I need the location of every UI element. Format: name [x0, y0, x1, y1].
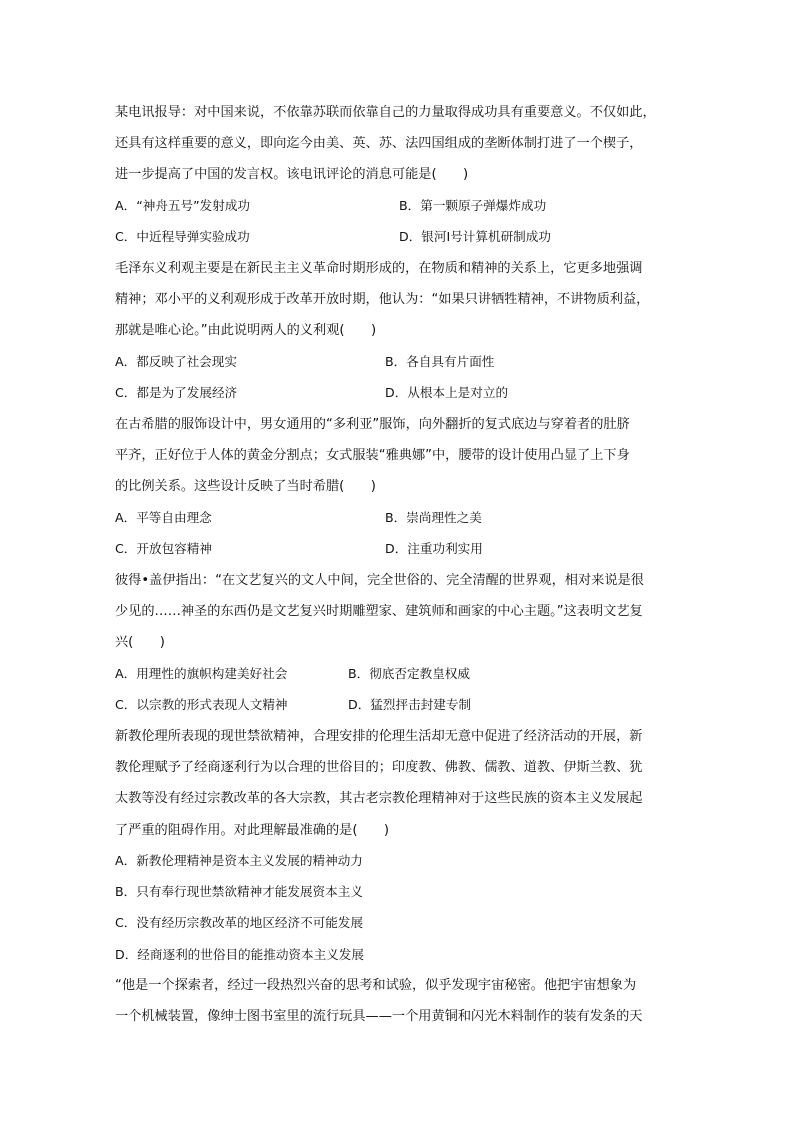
option-d: D．猛烈抨击封建专制	[348, 697, 472, 713]
question-5-options	[115, 845, 680, 970]
option-d: D．银河Ⅰ号计算机研制成功	[399, 229, 551, 245]
option-c: C．中近程导弹实验成功	[115, 229, 250, 245]
stem-line: 某电讯报导：对中国来说，不依靠苏联而依靠自己的力量取得成功具有重要意义。不仅如此，	[115, 105, 656, 120]
question-1-options	[115, 190, 680, 252]
stem-line: 进一步提高了中国的发言权。该电讯评论的消息可能是( )	[115, 167, 469, 183]
option-a: A．“神舟五号”发射成功	[115, 198, 251, 213]
option-a: A．新教伦理精神是资本主义发展的精神动力	[115, 853, 363, 868]
stem-line: 少见的……神圣的东西仍是文艺复兴时期雕塑家、建筑师和画家的中心主题。”这表明文艺复	[115, 604, 643, 620]
option-d: D．经商逐利的世俗目的能推动资本主义发展	[115, 946, 364, 962]
option-d: D．从根本上是对立的	[385, 385, 509, 401]
question-3-options	[115, 502, 680, 564]
stem-line: 平齐，正好位于人体的黄金分割点；女式服装“雅典娜”中，腰带的设计使用凸显了上下身	[115, 448, 630, 464]
question-5-stem	[115, 721, 680, 846]
option-b: B．彻底否定教皇权威	[348, 666, 470, 681]
option-b: B．各自具有片面性	[385, 354, 495, 369]
stem-line: 的比例关系。这些设计反映了当时希腊( )	[115, 479, 376, 495]
stem-line: 太教等没有经过宗教改革的各大宗教，其古老宗教伦理精神对于这些民族的资本主义发展起	[115, 791, 643, 807]
option-c: C．都是为了发展经济	[115, 385, 238, 401]
question-2-options	[115, 346, 680, 408]
stem-line: “他是一个探索者，经过一段热烈兴奋的思考和试验，似乎发现宇宙秘密。他把宇宙想象为	[115, 978, 637, 993]
option-c: C．开放包容精神	[115, 541, 212, 557]
stem-line: 那就是唯心论。”由此说明两人的义利观( )	[115, 323, 377, 339]
question-4-stem	[115, 565, 680, 659]
stem-line: 精神；邓小平的义利观形成于改革开放时期，他认为：“如果只讲牺牲精神，不讲物质利益，	[115, 292, 650, 308]
question-4-options	[115, 658, 680, 720]
stem-line: 兴( )	[115, 635, 165, 651]
question-3-stem	[115, 409, 680, 503]
option-b: B．只有奉行现世禁欲精神才能发展资本主义	[115, 884, 363, 900]
stem-line: 还具有这样重要的意义，即向迄今由美、英、苏、法四国组成的垄断体制打进了一个楔子，	[115, 136, 643, 152]
option-d: D．注重功利实用	[385, 541, 483, 557]
stem-line: 毛泽东义利观主要是在新民主主义革命时期形成的，在物质和精神的关系上，它更多地强调	[115, 261, 643, 276]
stem-line: 一个机械装置，像绅士图书室里的流行玩具——一个用黄铜和闪光木料制作的装有发条的天	[115, 1009, 643, 1025]
stem-line: 了严重的阻碍作用。对此理解最准确的是( )	[115, 822, 390, 838]
stem-line: 新教伦理所表现的现世禁欲精神，合理安排的伦理生活却无意中促进了经济活动的开展，新	[115, 729, 643, 744]
stem-line: 教伦理赋予了经商逐利行为以合理的世俗目的；印度教、佛教、儒教、道教、伊斯兰教、犹	[115, 760, 643, 776]
option-c: C．没有经历宗教改革的地区经济不可能发展	[115, 915, 364, 931]
stem-line: 在古希腊的服饰设计中，男女通用的“多利亚”服饰，向外翻折的复式底边与穿着者的肚脐	[115, 417, 630, 432]
option-a: A．都反映了社会现实	[115, 354, 237, 369]
question-1-stem	[115, 97, 680, 191]
option-a: A．用理性的旗帜构建美好社会	[115, 666, 288, 681]
question-2-stem	[115, 253, 680, 347]
option-a: A．平等自由理念	[115, 510, 212, 525]
option-c: C．以宗教的形式表现人文精神	[115, 697, 288, 713]
question-6-stem	[115, 970, 680, 1032]
stem-line: 彼得•盖伊指出：“在文艺复兴的文人中间，完全世俗的、完全清醒的世界观，相对来说是很	[115, 573, 644, 588]
option-b: B．第一颗原子弹爆炸成功	[399, 198, 547, 213]
option-b: B．崇尚理性之美	[385, 510, 482, 525]
